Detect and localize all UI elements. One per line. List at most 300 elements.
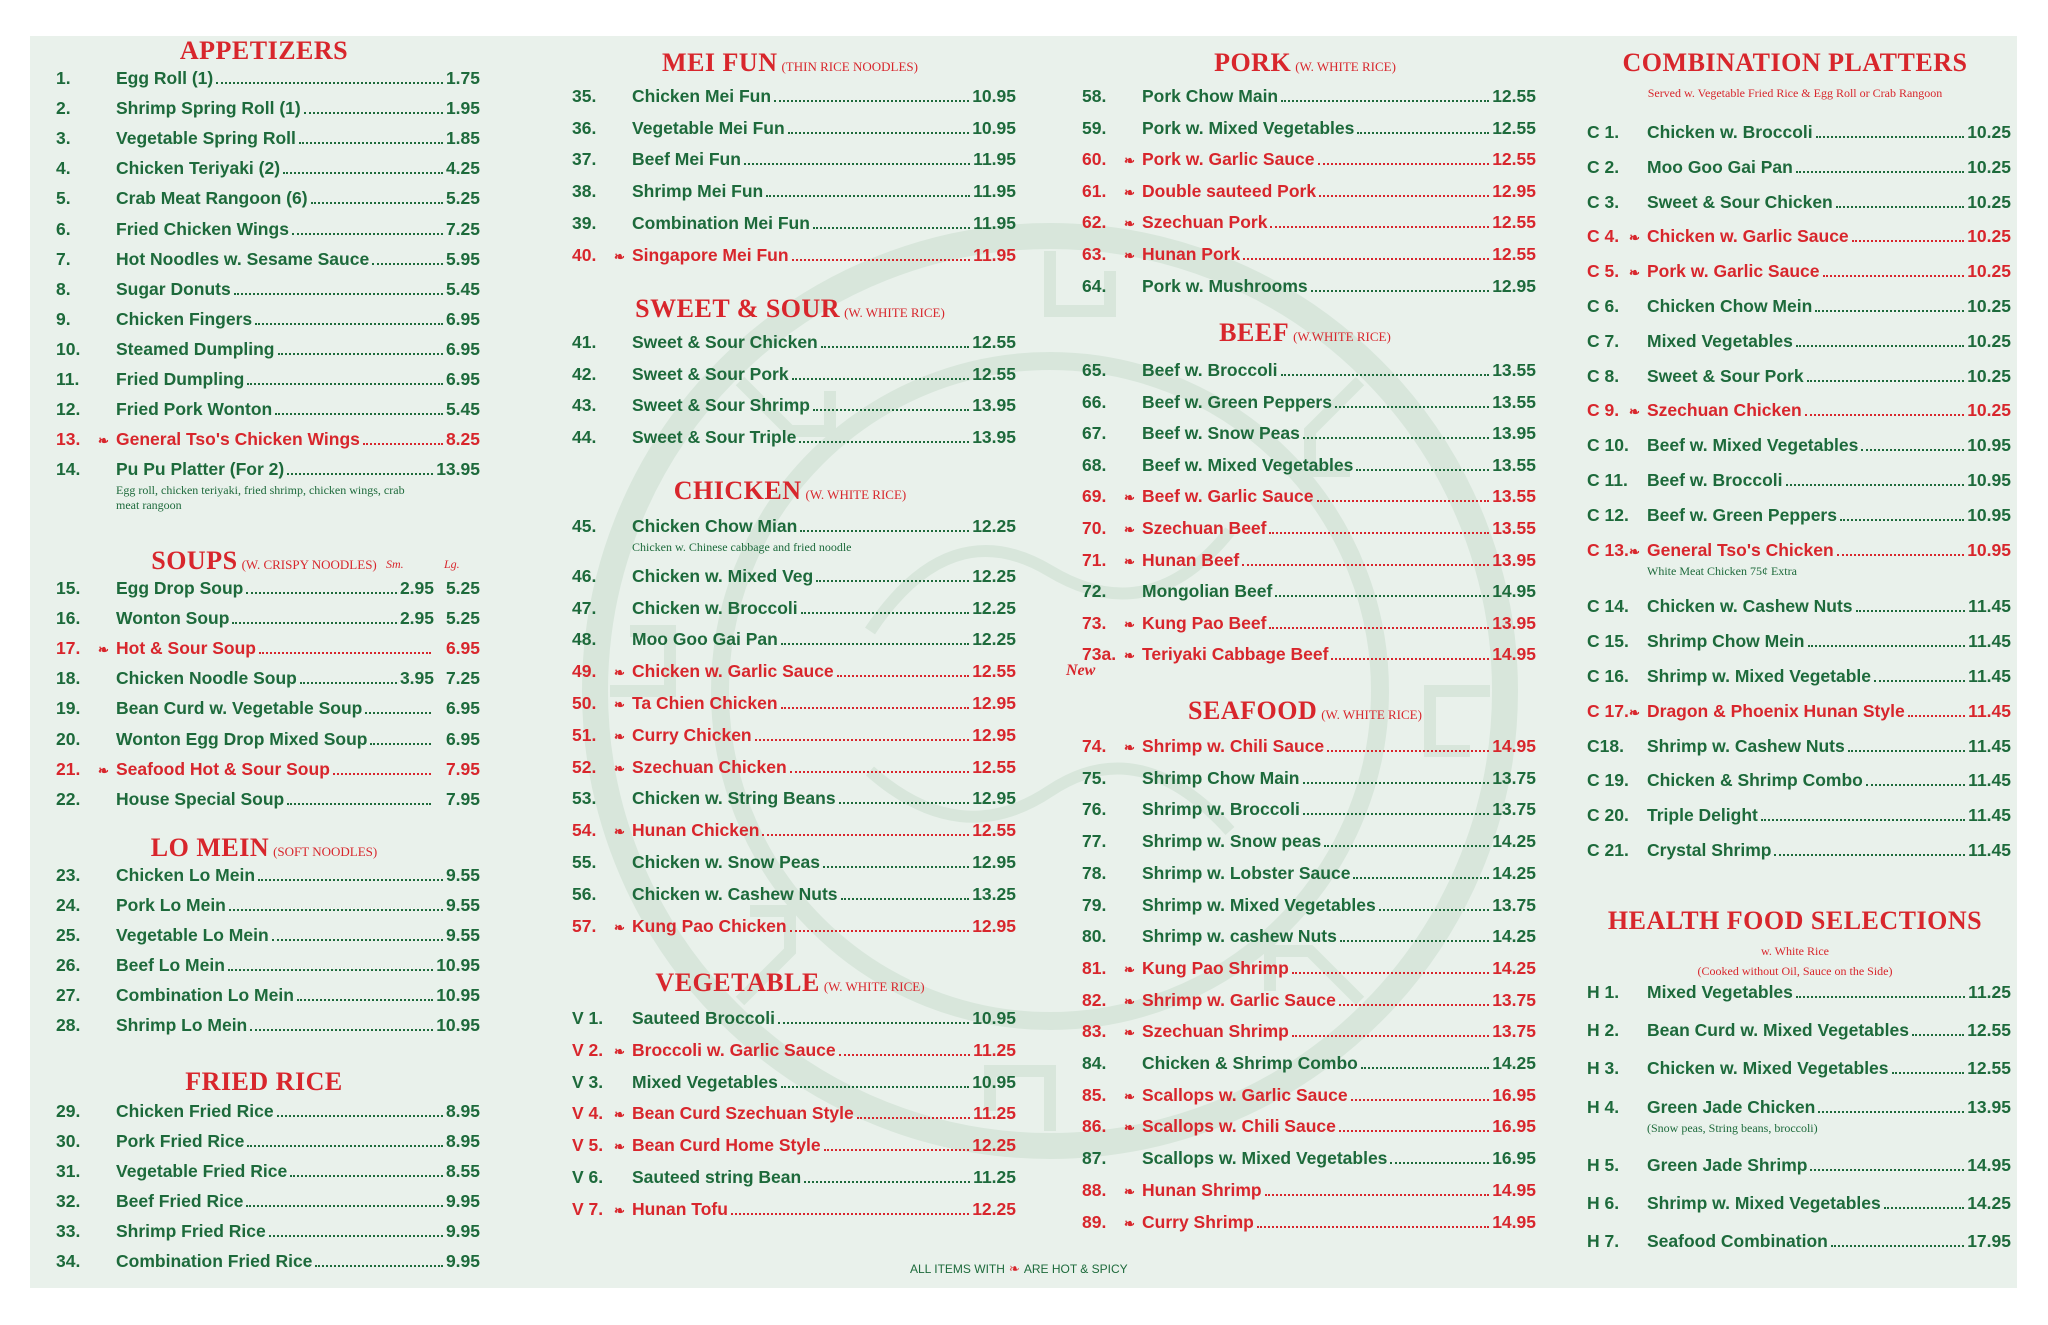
menu-item (572, 427, 1016, 448)
item-number: 65. (1082, 360, 1107, 380)
item-number: 54. (572, 820, 597, 841)
item-number: 25. (56, 925, 81, 945)
menu-item (56, 369, 480, 390)
menu-item (1082, 455, 1536, 476)
menu-item (1587, 331, 2011, 352)
item-price: 5.25 (445, 188, 480, 209)
item-number: 13. (56, 429, 81, 450)
item-number: 31. (56, 1161, 81, 1181)
menu-item (1082, 486, 1536, 507)
menu-item (572, 181, 1016, 202)
item-name: Chicken w. Broccoli (1647, 122, 1813, 142)
item-price: 12.25 (972, 1135, 1016, 1156)
item-number: C 12. (1587, 504, 1629, 525)
item-name: Fried Pork Wonton (116, 399, 273, 420)
item-name: Beef w. Garlic Sauce (1142, 486, 1314, 507)
chili-icon: ❧ (98, 762, 109, 778)
item-name: Kung Pao Beef (1142, 612, 1267, 633)
chili-icon: ❧ (98, 433, 109, 449)
item-price: 11.45 (1968, 700, 2011, 721)
menu-column-2 (560, 36, 1020, 1288)
item-price: 11.45 (1968, 631, 2011, 652)
item-number: C 14. (1587, 596, 1629, 617)
dot-leader (1866, 784, 1965, 786)
chili-icon: ❧ (1124, 616, 1135, 632)
menu-item (1082, 276, 1536, 297)
item-price: 14.25 (1492, 862, 1536, 883)
menu-item (1082, 1085, 1536, 1106)
section-title: SWEET & SOUR (635, 294, 841, 323)
dot-leader (272, 939, 443, 941)
item-name: Mixed Vegetables (632, 1071, 778, 1092)
item-price: 12.55 (1492, 149, 1536, 170)
menu-item (572, 884, 1016, 905)
item-name: Steamed Dumpling (116, 338, 275, 359)
item-number: 21. (56, 758, 81, 779)
chili-icon: ❧ (1124, 648, 1135, 664)
item-price: 13.95 (1492, 549, 1536, 570)
menu-item (572, 757, 1016, 778)
dot-leader (229, 909, 443, 911)
dot-leader (259, 652, 431, 654)
item-number: 1. (56, 68, 71, 88)
dot-leader (1774, 854, 1965, 856)
chili-icon: ❧ (614, 1202, 625, 1218)
item-number: 2. (56, 98, 71, 119)
item-number: V 6. (572, 1167, 604, 1187)
dot-leader (1339, 1130, 1489, 1132)
dot-leader (1808, 645, 1966, 647)
item-number: 60. (1082, 149, 1107, 170)
chili-icon: ❧ (614, 919, 625, 935)
item-name: Shrimp w. Mixed Vegetable (1647, 666, 1871, 686)
item-name: Seafood Combination (1647, 1231, 1828, 1252)
menu-item (1082, 799, 1536, 820)
dot-leader (1823, 275, 1965, 277)
item-price: 12.25 (972, 516, 1016, 536)
menu-item (572, 820, 1016, 841)
chili-icon: ❧ (1629, 230, 1640, 246)
menu-item (56, 1161, 480, 1182)
menu-column-1 (44, 36, 484, 1288)
item-name: Chicken Lo Mein (116, 865, 256, 885)
section-title: HEALTH FOOD SELECTIONS (1607, 906, 1983, 935)
menu-item (1587, 122, 2011, 143)
section-title: VEGETABLE (655, 968, 820, 997)
item-number: 69. (1082, 486, 1107, 507)
item-price-small: 2.95 (399, 608, 434, 629)
item-number: C 1. (1587, 122, 1620, 142)
menu-item (1587, 1097, 2011, 1118)
section-subtitle: (W. WHITE RICE) (844, 305, 945, 320)
item-price: 11.25 (973, 1103, 1016, 1124)
chili-icon: ❧ (614, 1043, 625, 1059)
item-number: 4. (56, 158, 71, 179)
menu-item (1587, 400, 2011, 421)
menu-item (1587, 1058, 2011, 1079)
dot-leader (804, 1181, 970, 1183)
dot-leader (813, 227, 970, 229)
dot-leader (1292, 972, 1489, 974)
dot-leader (781, 1086, 969, 1088)
menu-item (1082, 1053, 1536, 1074)
item-number: 52. (572, 756, 597, 777)
dot-leader (1816, 136, 1965, 138)
menu-item (1082, 550, 1536, 571)
item-price: 14.25 (1492, 957, 1536, 978)
item-price: 12.55 (1492, 212, 1536, 233)
item-number: 81. (1082, 957, 1107, 978)
menu-item (56, 759, 480, 780)
new-tag: New (1066, 662, 1096, 680)
item-name: Chicken Chow Mein (1647, 296, 1813, 316)
item-number: 74. (1082, 736, 1107, 756)
item-number: 18. (56, 668, 81, 689)
item-price: 10.95 (436, 955, 480, 975)
section-subtitle: (W. WHITE RICE) (823, 979, 925, 994)
menu-item (1587, 840, 2011, 861)
item-price: 8.25 (445, 429, 480, 450)
dot-leader (1281, 100, 1489, 102)
item-name: House Special Soup (116, 788, 285, 809)
menu-item (572, 1103, 1016, 1124)
dot-leader (1786, 484, 1965, 486)
item-name: Beef w. Mixed Vegetables (1142, 454, 1354, 475)
menu-sheet (30, 36, 2017, 1288)
item-name: Chicken w. Cashew Nuts (632, 883, 838, 904)
menu-item (1587, 982, 2011, 1003)
dot-leader (269, 1235, 443, 1237)
menu-item (572, 629, 1016, 650)
dot-leader (1356, 469, 1489, 471)
menu-item (56, 1191, 480, 1212)
menu-item (56, 1131, 480, 1152)
item-name: Szechuan Pork (1142, 212, 1268, 233)
item-number: 32. (56, 1191, 81, 1211)
item-name: Chicken Teriyaki (2) (116, 158, 281, 179)
menu-item (1082, 244, 1536, 265)
item-price: 14.25 (1492, 926, 1536, 947)
item-name: Ta Chien Chicken (632, 693, 778, 713)
menu-item (1587, 540, 2011, 561)
item-number: 73. (1082, 612, 1107, 633)
menu-item (1082, 212, 1536, 233)
menu-item (1082, 518, 1536, 539)
chili-icon: ❧ (614, 248, 625, 264)
menu-item (56, 188, 480, 209)
item-price: 10.25 (1967, 122, 2011, 142)
dot-leader (1848, 750, 1965, 752)
item-number: 47. (572, 597, 597, 618)
item-name: Beef Fried Rice (116, 1191, 244, 1211)
dot-leader (1269, 532, 1489, 534)
item-price: 10.25 (1967, 296, 2011, 316)
dot-leader (731, 1213, 969, 1215)
chili-icon: ❧ (1124, 184, 1135, 200)
menu-item (56, 158, 480, 179)
item-name: Vegetable Mei Fun (632, 117, 785, 138)
item-number: H 5. (1587, 1154, 1620, 1175)
item-price: 13.55 (1492, 391, 1536, 412)
item-price: 12.95 (972, 693, 1016, 713)
item-price: 14.25 (1492, 831, 1536, 852)
item-name: Chicken Chow Mian (632, 516, 798, 536)
item-price: 12.95 (972, 915, 1016, 936)
item-name: Beef Mei Fun (632, 149, 741, 170)
item-price: 14.95 (1492, 581, 1536, 602)
section-title: LO MEIN (150, 833, 270, 862)
item-number: 89. (1082, 1211, 1107, 1232)
item-name: Vegetable Lo Mein (116, 925, 269, 945)
menu-item (56, 219, 480, 240)
item-number: 50. (572, 693, 597, 713)
item-number: H 1. (1587, 982, 1620, 1002)
dot-leader (837, 675, 970, 677)
menu-item (1082, 118, 1536, 139)
dot-leader (1242, 564, 1489, 566)
dot-leader (1807, 380, 1965, 382)
item-name: Combination Mei Fun (632, 212, 810, 233)
item-number: C 11. (1587, 470, 1628, 490)
dot-leader (297, 999, 433, 1001)
item-name: Shrimp Chow Main (1142, 767, 1300, 788)
item-name: Chicken w. Snow Peas (632, 852, 821, 872)
item-name: Pork Lo Mein (116, 895, 226, 915)
section-subtitle: (W. CRISPY NOODLES) (241, 557, 377, 572)
item-price: 6.95 (445, 308, 480, 329)
item-number: 17. (56, 638, 81, 659)
item-price: 12.25 (972, 629, 1016, 650)
item-price: 10.95 (972, 86, 1016, 106)
item-name: Wonton Egg Drop Mixed Soup (116, 728, 368, 749)
item-price: 9.95 (445, 1191, 480, 1211)
menu-item (1082, 1180, 1536, 1201)
item-name: Shrimp w. cashew Nuts (1142, 926, 1337, 947)
section-header-seafood (1070, 696, 1540, 726)
menu-item (572, 1008, 1016, 1029)
section-header-appetizers (44, 36, 484, 66)
menu-item (1082, 86, 1536, 107)
item-name: Egg Drop Soup (116, 578, 244, 598)
chili-icon: ❧ (1124, 1088, 1135, 1104)
menu-item (1082, 926, 1536, 947)
item-number: 48. (572, 629, 597, 650)
item-name: Chicken w. Broccoli (632, 597, 798, 618)
dot-leader (283, 172, 443, 174)
dot-leader (821, 346, 969, 348)
item-number: 62. (1082, 212, 1107, 233)
item-number: H 4. (1587, 1096, 1620, 1117)
menu-item (1587, 192, 2011, 213)
item-price: 10.25 (1967, 191, 2011, 212)
menu-item (1587, 596, 2011, 617)
item-name: Combination Lo Mein (116, 985, 294, 1005)
item-number: 5. (56, 188, 71, 209)
item-name: Scallops w. Mixed Vegetables (1142, 1148, 1388, 1169)
item-price: 10.95 (972, 1071, 1016, 1092)
item-price: 10.95 (1967, 539, 2011, 560)
item-number: 73a. (1082, 644, 1117, 665)
item-name: Bean Curd Szechuan Style (632, 1103, 854, 1124)
item-price-large: 7.25 (445, 668, 480, 689)
item-name: Fried Chicken Wings (116, 218, 289, 239)
item-name: Crystal Shrimp (1647, 840, 1772, 860)
item-name: Hunan Pork (1142, 244, 1241, 264)
dot-leader (1357, 132, 1489, 134)
item-number: 64. (1082, 275, 1107, 296)
menu-item (1082, 644, 1536, 665)
item-number: 34. (56, 1251, 81, 1271)
menu-item (56, 608, 480, 629)
section-title: CHICKEN (673, 476, 802, 505)
section-subtitle: (SOFT NOODLES) (273, 844, 378, 859)
menu-item (56, 309, 480, 330)
dot-leader (839, 802, 970, 804)
item-name: Curry Chicken (632, 724, 752, 745)
dot-leader (1353, 877, 1489, 879)
chili-icon: ❧ (614, 824, 625, 840)
size-label: Lg. (444, 557, 460, 571)
item-name: Mongolian Beef (1142, 581, 1273, 602)
item-number: 55. (572, 852, 597, 872)
item-price: 12.95 (972, 788, 1016, 809)
dot-leader (857, 1117, 970, 1119)
item-number: 80. (1082, 926, 1107, 947)
menu-item (1082, 1212, 1536, 1233)
section-header-beef (1070, 318, 1540, 348)
item-price: 5.45 (445, 278, 480, 299)
section-title: APPETIZERS (179, 36, 349, 65)
section-title: SEAFOOD (1188, 696, 1318, 725)
item-price-small: 3.95 (399, 668, 434, 689)
item-name: Pork Chow Main (1142, 86, 1279, 106)
menu-column-4 (1575, 36, 2015, 1288)
item-name: Vegetable Spring Roll (116, 128, 296, 149)
menu-item (1587, 1020, 2011, 1041)
item-number: 61. (1082, 180, 1107, 201)
dot-leader (1324, 845, 1489, 847)
item-name: Szechuan Chicken (632, 756, 787, 777)
dot-leader (1840, 519, 1964, 521)
item-number: C 5. (1587, 261, 1620, 282)
item-description: White Meat Chicken 75¢ Extra (1647, 563, 1797, 578)
dot-leader (333, 773, 431, 775)
item-price: 14.95 (1492, 644, 1536, 665)
item-name: Shrimp w. Mixed Vegetables (1647, 1193, 1881, 1213)
menu-item (1082, 958, 1536, 979)
menu-item (1082, 181, 1536, 202)
item-name: Crab Meat Rangoon (6) (116, 188, 308, 209)
item-price: 17.95 (1967, 1231, 2011, 1252)
menu-item (1587, 666, 2011, 687)
menu-item (1082, 1148, 1536, 1169)
item-name: Bean Curd w. Vegetable Soup (116, 698, 363, 719)
dot-leader (247, 383, 443, 385)
dot-leader (1884, 1207, 1964, 1209)
item-name: Sweet & Sour Chicken (632, 332, 818, 352)
item-name: Scallops w. Chili Sauce (1142, 1116, 1336, 1137)
item-number: H 6. (1587, 1193, 1620, 1213)
item-number: C 16. (1587, 666, 1629, 686)
dot-leader (1319, 195, 1489, 197)
item-number: 37. (572, 149, 597, 170)
item-price: 12.95 (972, 852, 1016, 872)
section-note: Served w. Vegetable Fried Rice & Egg Roll or Crab Rangoon (1647, 86, 1943, 100)
dot-leader (370, 743, 431, 745)
item-number: 7. (56, 248, 71, 269)
item-name: Egg Roll (1) (116, 68, 214, 88)
item-name: Hunan Tofu (632, 1198, 728, 1219)
menu-item (572, 149, 1016, 170)
menu-item (56, 399, 480, 420)
item-number: 67. (1082, 423, 1107, 444)
dot-leader (1317, 500, 1490, 502)
item-number: V 1. (572, 1008, 604, 1028)
item-number: 71. (1082, 549, 1107, 570)
dot-leader (1852, 240, 1965, 242)
item-number: C 15. (1587, 631, 1629, 652)
item-price: 11.95 (973, 181, 1016, 202)
dot-leader (1331, 658, 1489, 660)
item-number: 57. (572, 915, 597, 936)
dot-leader (792, 259, 971, 261)
item-name: Seafood Hot & Sour Soup (116, 758, 330, 779)
item-number: 44. (572, 427, 597, 448)
item-price: 10.25 (1967, 156, 2011, 177)
item-name: Shrimp w. Broccoli (1142, 799, 1300, 820)
chili-icon: ❧ (98, 642, 109, 658)
item-name: Green Jade Shrimp (1647, 1154, 1808, 1175)
item-number: V 3. (572, 1071, 604, 1092)
item-name: Scallops w. Garlic Sauce (1142, 1084, 1348, 1105)
menu-item (572, 916, 1016, 937)
dot-leader (1815, 310, 1964, 312)
item-number: 85. (1082, 1084, 1107, 1105)
menu-column-3 (1066, 36, 1540, 1288)
dot-leader (1796, 996, 1965, 998)
dot-leader (1340, 940, 1489, 942)
item-number: C 4. (1587, 226, 1620, 247)
item-name: Beef w. Broccoli (1647, 470, 1783, 490)
item-name: Combination Fried Rice (116, 1251, 313, 1271)
section-subtitle: (W. WHITE RICE) (1321, 707, 1422, 722)
item-price: 12.95 (972, 724, 1016, 745)
item-price: 13.55 (1492, 360, 1536, 380)
item-number: C 13. (1587, 539, 1629, 560)
item-number: 20. (56, 728, 81, 749)
item-number: 30. (56, 1131, 81, 1151)
item-price: 11.45 (1968, 666, 2011, 686)
chili-icon: ❧ (614, 1107, 625, 1123)
item-name: Singapore Mei Fun (632, 244, 789, 265)
item-price-large: 6.95 (445, 638, 480, 659)
item-number: C 8. (1587, 365, 1620, 386)
item-number: C 17. (1587, 700, 1629, 721)
item-number: 24. (56, 895, 81, 915)
item-price: 10.95 (436, 1015, 480, 1035)
section-header-combination (1575, 48, 2015, 78)
item-price-large: 5.25 (445, 608, 480, 629)
item-number: 70. (1082, 518, 1107, 538)
menu-item (1587, 1155, 2011, 1176)
item-name: Shrimp w. Lobster Sauce (1142, 862, 1351, 883)
dot-leader (1339, 1004, 1489, 1006)
menu-item (1082, 392, 1536, 413)
item-number: 53. (572, 788, 597, 809)
item-price: 13.75 (1492, 799, 1536, 820)
item-name: Beef Lo Mein (116, 955, 225, 975)
dot-leader (1856, 610, 1966, 612)
